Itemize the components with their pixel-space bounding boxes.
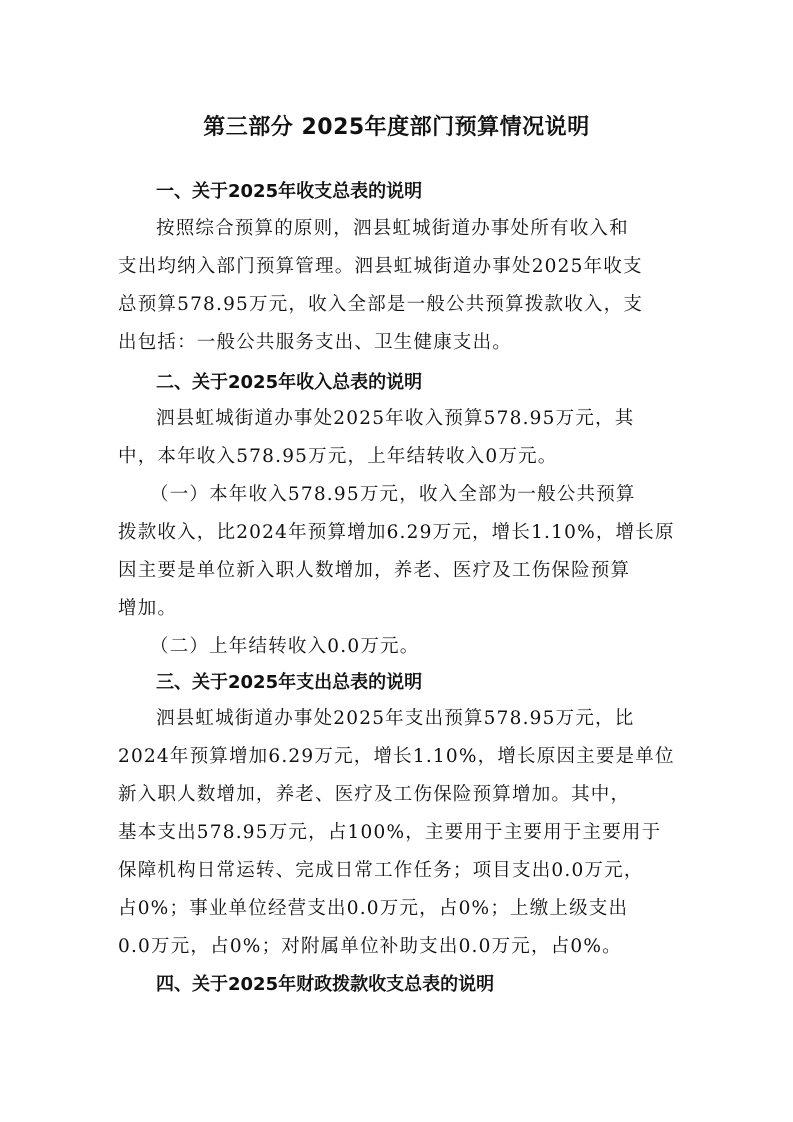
paragraph-line: 基本支出578.95万元，占100%，主要用于主要用于主要用于 bbox=[118, 822, 662, 843]
paragraph-line: 按照综合预算的原则，泗县虹城街道办事处所有收入和 bbox=[156, 218, 629, 239]
paragraph-line: 新入职人数增加，养老、医疗及工伤保险预算增加。其中， bbox=[118, 784, 631, 805]
paragraph-line: 增加。 bbox=[118, 598, 178, 619]
section-heading: 三、关于2025年支出总表的说明 bbox=[156, 672, 423, 693]
document-title: 第三部分 2025年度部门预算情况说明 bbox=[203, 115, 590, 140]
section-heading: 四、关于2025年财政拨款收支总表的说明 bbox=[156, 974, 495, 995]
paragraph-line: 泗县虹城街道办事处2025年支出预算578.95万元，比 bbox=[156, 708, 635, 729]
paragraph-line: （一）本年收入578.95万元，收入全部为一般公共预算 bbox=[150, 484, 636, 505]
paragraph-line: （二）上年结转收入0.0万元。 bbox=[150, 636, 420, 657]
paragraph-line: 占0%；事业单位经营支出0.0万元，占0%；上缴上级支出 bbox=[118, 898, 629, 919]
paragraph-line: 因主要是单位新入职人数增加，养老、医疗及工伤保险预算 bbox=[118, 560, 631, 581]
paragraph-line: 中，本年收入578.95万元，上年结转收入0万元。 bbox=[118, 446, 558, 467]
paragraph-line: 保障机构日常运转、完成日常工作任务；项目支出0.0万元， bbox=[118, 860, 644, 881]
paragraph-line: 支出均纳入部门预算管理。泗县虹城街道办事处2025年收支 bbox=[118, 256, 643, 277]
section-heading: 一、关于2025年收支总表的说明 bbox=[156, 181, 423, 202]
paragraph-line: 出包括：一般公共服务支出、卫生健康支出。 bbox=[118, 332, 513, 353]
paragraph-line: 0.0万元，占0%；对附属单位补助支出0.0万元，占0%。 bbox=[118, 936, 622, 957]
paragraph-line: 总预算578.95万元，收入全部是一般公共预算拨款收入，支 bbox=[118, 294, 644, 315]
paragraph-line: 2024年预算增加6.29万元，增长1.10%，增长原因主要是单位 bbox=[118, 746, 675, 767]
paragraph-line: 拨款收入，比2024年预算增加6.29万元，增长1.10%，增长原 bbox=[118, 522, 675, 543]
paragraph-line: 泗县虹城街道办事处2025年收入预算578.95万元，其 bbox=[156, 408, 635, 429]
section-heading: 二、关于2025年收入总表的说明 bbox=[156, 372, 423, 393]
